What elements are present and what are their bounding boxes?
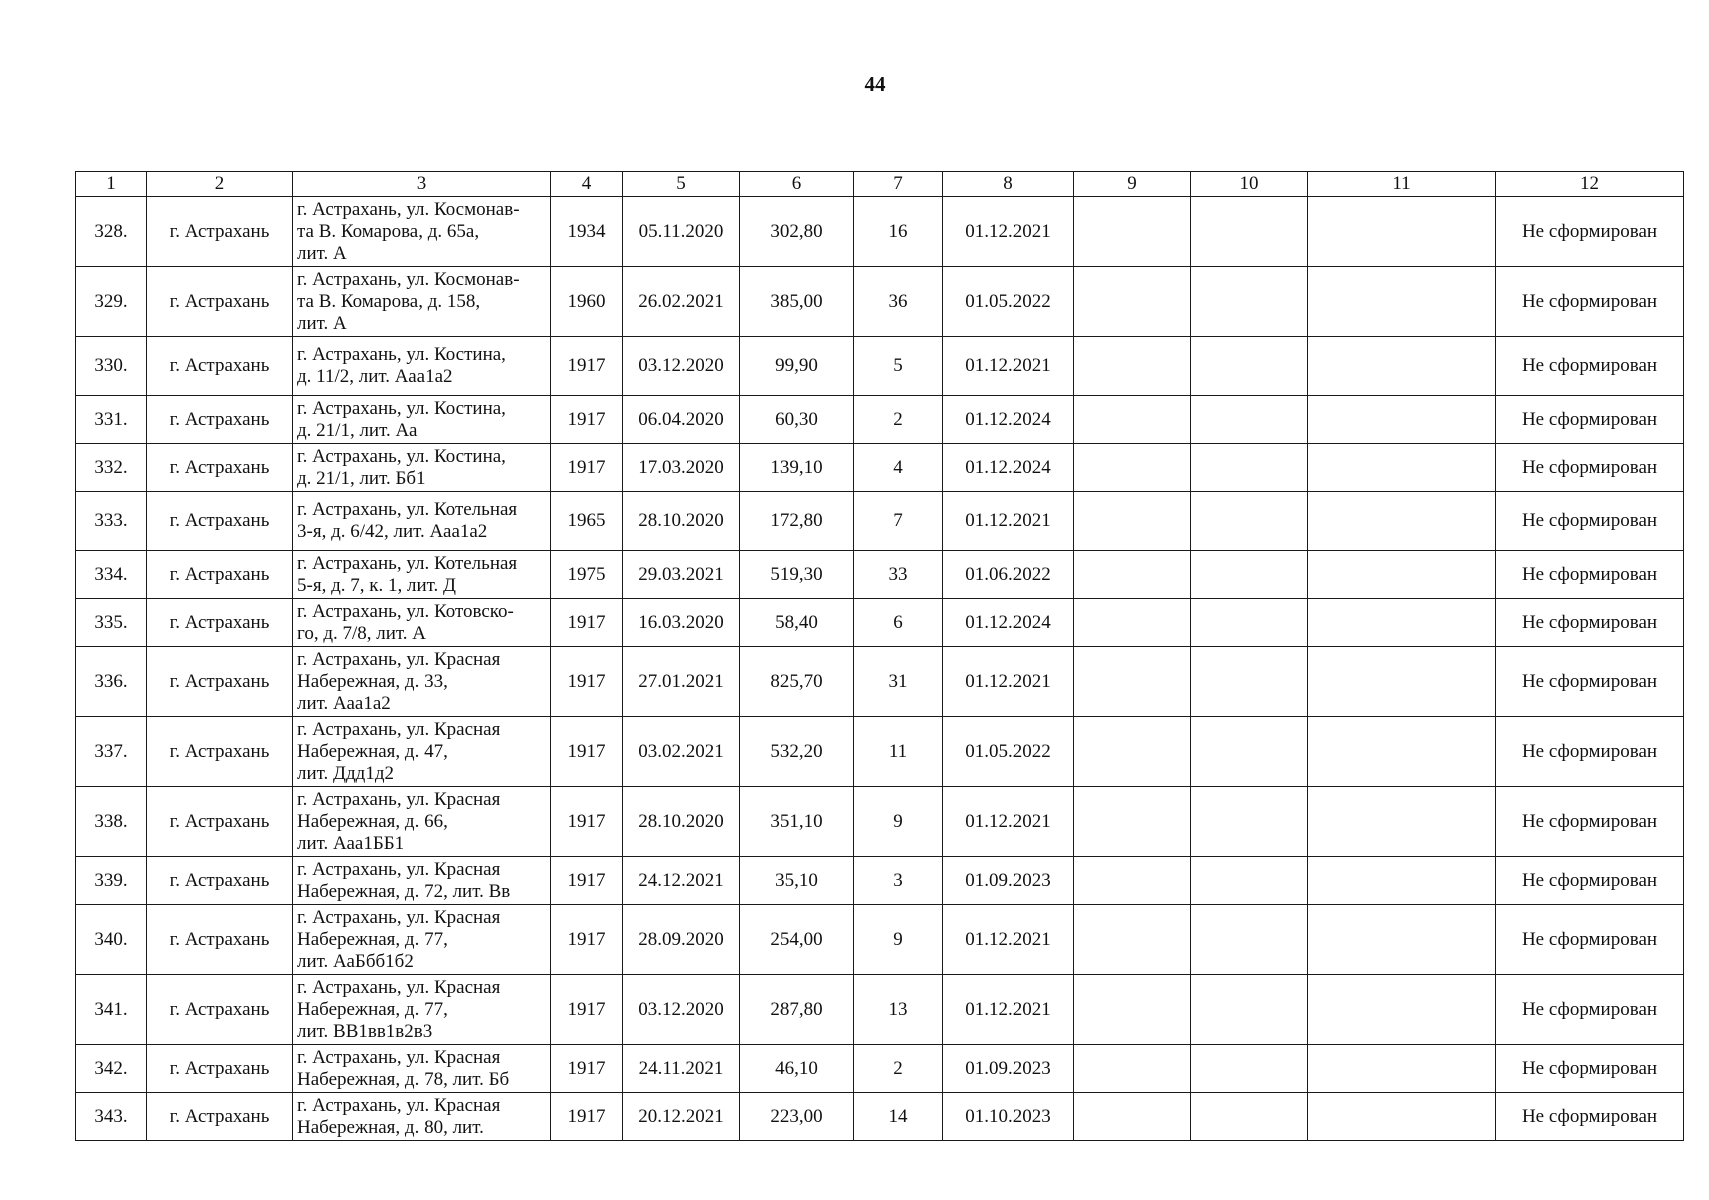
row-col-10 bbox=[1191, 444, 1308, 492]
row-date: 20.12.2021 bbox=[623, 1093, 740, 1141]
row-city: г. Астрахань bbox=[147, 599, 293, 647]
column-header-4: 4 bbox=[551, 172, 623, 197]
row-count: 6 bbox=[854, 599, 943, 647]
row-number: 343. bbox=[76, 1093, 147, 1141]
row-date: 27.01.2021 bbox=[623, 647, 740, 717]
row-col-10 bbox=[1191, 787, 1308, 857]
column-header-2: 2 bbox=[147, 172, 293, 197]
row-city: г. Астрахань bbox=[147, 717, 293, 787]
address-line: Набережная, д. 78, лит. Бб bbox=[297, 1068, 510, 1090]
row-col-9 bbox=[1074, 857, 1191, 905]
housing-table bbox=[75, 171, 1684, 1141]
address-line: 3-я, д. 6/42, лит. Ааа1а2 bbox=[297, 521, 488, 542]
row-area: 35,10 bbox=[740, 857, 854, 905]
row-year: 1917 bbox=[551, 975, 623, 1045]
row-col-9 bbox=[1074, 396, 1191, 444]
row-city: г. Астрахань bbox=[147, 337, 293, 396]
address-line: лит. ВВ1вв1в2в3 bbox=[297, 1020, 433, 1042]
table-row bbox=[76, 267, 1684, 337]
row-col-9 bbox=[1074, 551, 1191, 599]
table-row bbox=[76, 396, 1684, 444]
header-row bbox=[76, 172, 1684, 197]
row-col-11 bbox=[1308, 787, 1496, 857]
row-col-9 bbox=[1074, 787, 1191, 857]
row-status: Не сформирован bbox=[1496, 975, 1684, 1045]
row-col-10 bbox=[1191, 857, 1308, 905]
row-city: г. Астрахань bbox=[147, 197, 293, 267]
row-date: 24.12.2021 bbox=[623, 857, 740, 905]
table-row bbox=[76, 1045, 1684, 1093]
row-area: 172,80 bbox=[740, 492, 854, 551]
row-number: 333. bbox=[76, 492, 147, 551]
row-count: 4 bbox=[854, 444, 943, 492]
row-col-9 bbox=[1074, 1093, 1191, 1141]
column-header-12: 12 bbox=[1496, 172, 1684, 197]
row-col-9 bbox=[1074, 599, 1191, 647]
row-status: Не сформирован bbox=[1496, 396, 1684, 444]
table-row bbox=[76, 492, 1684, 551]
row-col-10 bbox=[1191, 197, 1308, 267]
row-deadline: 01.12.2024 bbox=[943, 599, 1074, 647]
row-col-10 bbox=[1191, 905, 1308, 975]
address-line: Набережная, д. 80, лит. bbox=[297, 1116, 484, 1138]
row-status: Не сформирован bbox=[1496, 717, 1684, 787]
row-address bbox=[293, 647, 551, 717]
column-header-9: 9 bbox=[1074, 172, 1191, 197]
row-year: 1917 bbox=[551, 337, 623, 396]
row-year: 1917 bbox=[551, 717, 623, 787]
address-line: Набережная, д. 47, bbox=[297, 740, 448, 762]
row-col-9 bbox=[1074, 975, 1191, 1045]
row-status: Не сформирован bbox=[1496, 787, 1684, 857]
row-city: г. Астрахань bbox=[147, 1093, 293, 1141]
address-line: лит. А bbox=[297, 312, 347, 334]
row-col-10 bbox=[1191, 337, 1308, 396]
row-address bbox=[293, 975, 551, 1045]
row-count: 2 bbox=[854, 1045, 943, 1093]
address-line: Набережная, д. 77, bbox=[297, 998, 448, 1020]
row-count: 14 bbox=[854, 1093, 943, 1141]
row-col-9 bbox=[1074, 647, 1191, 717]
row-city: г. Астрахань bbox=[147, 396, 293, 444]
row-year: 1917 bbox=[551, 787, 623, 857]
row-year: 1975 bbox=[551, 551, 623, 599]
row-col-11 bbox=[1308, 857, 1496, 905]
row-city: г. Астрахань bbox=[147, 857, 293, 905]
table-row bbox=[76, 444, 1684, 492]
row-col-9 bbox=[1074, 492, 1191, 551]
row-count: 31 bbox=[854, 647, 943, 717]
address-line: лит. Ддд1д2 bbox=[297, 762, 394, 784]
table-body bbox=[76, 197, 1684, 1141]
row-number: 336. bbox=[76, 647, 147, 717]
row-number: 328. bbox=[76, 197, 147, 267]
row-address bbox=[293, 857, 551, 905]
row-count: 11 bbox=[854, 717, 943, 787]
row-col-10 bbox=[1191, 717, 1308, 787]
address-line: г. Астрахань, ул. Костина, bbox=[297, 344, 506, 365]
row-status: Не сформирован bbox=[1496, 337, 1684, 396]
row-area: 254,00 bbox=[740, 905, 854, 975]
row-col-11 bbox=[1308, 647, 1496, 717]
row-count: 7 bbox=[854, 492, 943, 551]
row-col-9 bbox=[1074, 197, 1191, 267]
table-row bbox=[76, 647, 1684, 717]
table-row bbox=[76, 1093, 1684, 1141]
row-deadline: 01.12.2021 bbox=[943, 197, 1074, 267]
column-header-11: 11 bbox=[1308, 172, 1496, 197]
row-year: 1917 bbox=[551, 905, 623, 975]
row-col-11 bbox=[1308, 1045, 1496, 1093]
address-line: лит. АаБбб1б2 bbox=[297, 950, 414, 972]
row-number: 334. bbox=[76, 551, 147, 599]
row-status: Не сформирован bbox=[1496, 599, 1684, 647]
row-col-11 bbox=[1308, 975, 1496, 1045]
row-year: 1917 bbox=[551, 857, 623, 905]
row-col-9 bbox=[1074, 267, 1191, 337]
row-area: 385,00 bbox=[740, 267, 854, 337]
row-date: 29.03.2021 bbox=[623, 551, 740, 599]
row-date: 05.11.2020 bbox=[623, 197, 740, 267]
row-year: 1917 bbox=[551, 647, 623, 717]
row-deadline: 01.05.2022 bbox=[943, 717, 1074, 787]
row-col-9 bbox=[1074, 905, 1191, 975]
row-address bbox=[293, 267, 551, 337]
page-number: 44 bbox=[864, 72, 886, 96]
row-count: 36 bbox=[854, 267, 943, 337]
address-line: г. Астрахань, ул. Котовско- bbox=[297, 600, 514, 622]
row-number: 332. bbox=[76, 444, 147, 492]
row-col-11 bbox=[1308, 337, 1496, 396]
row-address bbox=[293, 444, 551, 492]
address-line: лит. Ааа1а2 bbox=[297, 692, 391, 714]
address-line: д. 21/1, лит. Бб1 bbox=[297, 467, 426, 489]
row-col-11 bbox=[1308, 599, 1496, 647]
row-col-9 bbox=[1074, 444, 1191, 492]
row-area: 532,20 bbox=[740, 717, 854, 787]
row-address bbox=[293, 599, 551, 647]
row-area: 351,10 bbox=[740, 787, 854, 857]
address-line: г. Астрахань, ул. Красная bbox=[297, 976, 501, 998]
row-area: 46,10 bbox=[740, 1045, 854, 1093]
address-line: та В. Комарова, д. 65а, bbox=[297, 220, 480, 242]
row-area: 99,90 bbox=[740, 337, 854, 396]
address-line: лит. А bbox=[297, 242, 347, 264]
row-deadline: 01.12.2024 bbox=[943, 396, 1074, 444]
row-number: 330. bbox=[76, 337, 147, 396]
row-status: Не сформирован bbox=[1496, 647, 1684, 717]
row-area: 825,70 bbox=[740, 647, 854, 717]
row-count: 16 bbox=[854, 197, 943, 267]
row-address bbox=[293, 197, 551, 267]
row-deadline: 01.05.2022 bbox=[943, 267, 1074, 337]
row-status: Не сформирован bbox=[1496, 267, 1684, 337]
row-col-9 bbox=[1074, 717, 1191, 787]
row-date: 17.03.2020 bbox=[623, 444, 740, 492]
row-status: Не сформирован bbox=[1496, 551, 1684, 599]
address-line: го, д. 7/8, лит. А bbox=[297, 622, 427, 644]
row-col-10 bbox=[1191, 1093, 1308, 1141]
address-line: лит. Ааа1ББ1 bbox=[297, 832, 405, 854]
row-col-11 bbox=[1308, 717, 1496, 787]
address-line: г. Астрахань, ул. Красная bbox=[297, 1046, 501, 1068]
row-city: г. Астрахань bbox=[147, 267, 293, 337]
row-number: 331. bbox=[76, 396, 147, 444]
address-line: Набережная, д. 66, bbox=[297, 810, 448, 832]
row-number: 341. bbox=[76, 975, 147, 1045]
address-line: 5-я, д. 7, к. 1, лит. Д bbox=[297, 574, 456, 596]
row-city: г. Астрахань bbox=[147, 1045, 293, 1093]
table-row bbox=[76, 197, 1684, 267]
row-date: 16.03.2020 bbox=[623, 599, 740, 647]
row-year: 1965 bbox=[551, 492, 623, 551]
table-row bbox=[76, 551, 1684, 599]
row-deadline: 01.12.2024 bbox=[943, 444, 1074, 492]
row-status: Не сформирован bbox=[1496, 1045, 1684, 1093]
row-col-11 bbox=[1308, 1093, 1496, 1141]
row-col-11 bbox=[1308, 197, 1496, 267]
address-line: д. 21/1, лит. Аа bbox=[297, 419, 418, 441]
table-row bbox=[76, 975, 1684, 1045]
address-line: г. Астрахань, ул. Красная bbox=[297, 648, 501, 670]
row-deadline: 01.12.2021 bbox=[943, 337, 1074, 396]
row-col-10 bbox=[1191, 1045, 1308, 1093]
row-col-11 bbox=[1308, 905, 1496, 975]
column-header-8: 8 bbox=[943, 172, 1074, 197]
row-col-11 bbox=[1308, 396, 1496, 444]
row-number: 339. bbox=[76, 857, 147, 905]
row-address bbox=[293, 717, 551, 787]
address-line: г. Астрахань, ул. Костина, bbox=[297, 445, 506, 467]
table-row bbox=[76, 787, 1684, 857]
row-year: 1917 bbox=[551, 396, 623, 444]
table-row bbox=[76, 857, 1684, 905]
row-col-10 bbox=[1191, 647, 1308, 717]
row-count: 9 bbox=[854, 787, 943, 857]
row-city: г. Астрахань bbox=[147, 905, 293, 975]
row-deadline: 01.12.2021 bbox=[943, 647, 1074, 717]
column-header-7: 7 bbox=[854, 172, 943, 197]
table-row bbox=[76, 599, 1684, 647]
row-date: 03.12.2020 bbox=[623, 337, 740, 396]
row-status: Не сформирован bbox=[1496, 444, 1684, 492]
row-status: Не сформирован bbox=[1496, 857, 1684, 905]
row-deadline: 01.06.2022 bbox=[943, 551, 1074, 599]
row-date: 28.09.2020 bbox=[623, 905, 740, 975]
address-line: Набережная, д. 72, лит. Вв bbox=[297, 880, 511, 902]
address-line: г. Астрахань, ул. Красная bbox=[297, 906, 501, 928]
table-row bbox=[76, 905, 1684, 975]
row-status: Не сформирован bbox=[1496, 197, 1684, 267]
address-line: д. 11/2, лит. Ааа1а2 bbox=[297, 366, 453, 387]
row-col-11 bbox=[1308, 267, 1496, 337]
row-number: 342. bbox=[76, 1045, 147, 1093]
row-col-11 bbox=[1308, 492, 1496, 551]
column-header-3: 3 bbox=[293, 172, 551, 197]
row-col-11 bbox=[1308, 551, 1496, 599]
column-header-5: 5 bbox=[623, 172, 740, 197]
address-line: Набережная, д. 33, bbox=[297, 670, 448, 692]
row-date: 06.04.2020 bbox=[623, 396, 740, 444]
row-count: 13 bbox=[854, 975, 943, 1045]
row-col-9 bbox=[1074, 337, 1191, 396]
row-city: г. Астрахань bbox=[147, 551, 293, 599]
row-year: 1917 bbox=[551, 444, 623, 492]
column-header-10: 10 bbox=[1191, 172, 1308, 197]
row-area: 139,10 bbox=[740, 444, 854, 492]
row-deadline: 01.12.2021 bbox=[943, 492, 1074, 551]
row-deadline: 01.09.2023 bbox=[943, 857, 1074, 905]
row-city: г. Астрахань bbox=[147, 492, 293, 551]
row-status: Не сформирован bbox=[1496, 905, 1684, 975]
row-address bbox=[293, 551, 551, 599]
column-header-6: 6 bbox=[740, 172, 854, 197]
row-col-10 bbox=[1191, 551, 1308, 599]
row-col-10 bbox=[1191, 492, 1308, 551]
row-address bbox=[293, 337, 551, 396]
row-area: 287,80 bbox=[740, 975, 854, 1045]
row-date: 28.10.2020 bbox=[623, 787, 740, 857]
row-col-10 bbox=[1191, 396, 1308, 444]
row-year: 1917 bbox=[551, 1045, 623, 1093]
row-year: 1917 bbox=[551, 599, 623, 647]
row-city: г. Астрахань bbox=[147, 975, 293, 1045]
row-date: 03.02.2021 bbox=[623, 717, 740, 787]
row-deadline: 01.10.2023 bbox=[943, 1093, 1074, 1141]
row-area: 223,00 bbox=[740, 1093, 854, 1141]
row-count: 3 bbox=[854, 857, 943, 905]
row-address bbox=[293, 905, 551, 975]
row-count: 33 bbox=[854, 551, 943, 599]
address-line: г. Астрахань, ул. Котельная bbox=[297, 499, 518, 520]
address-line: та В. Комарова, д. 158, bbox=[297, 290, 481, 312]
address-line: г. Астрахань, ул. Космонав- bbox=[297, 198, 520, 220]
table-header bbox=[76, 172, 1684, 197]
row-count: 9 bbox=[854, 905, 943, 975]
row-city: г. Астрахань bbox=[147, 444, 293, 492]
address-line: г. Астрахань, ул. Котельная bbox=[297, 552, 518, 574]
row-date: 03.12.2020 bbox=[623, 975, 740, 1045]
row-area: 302,80 bbox=[740, 197, 854, 267]
row-area: 60,30 bbox=[740, 396, 854, 444]
row-status: Не сформирован bbox=[1496, 1093, 1684, 1141]
row-count: 2 bbox=[854, 396, 943, 444]
row-deadline: 01.12.2021 bbox=[943, 787, 1074, 857]
address-line: г. Астрахань, ул. Красная bbox=[297, 718, 501, 740]
row-number: 338. bbox=[76, 787, 147, 857]
row-date: 26.02.2021 bbox=[623, 267, 740, 337]
row-deadline: 01.12.2021 bbox=[943, 905, 1074, 975]
row-city: г. Астрахань bbox=[147, 787, 293, 857]
row-deadline: 01.12.2021 bbox=[943, 975, 1074, 1045]
row-col-10 bbox=[1191, 267, 1308, 337]
row-col-10 bbox=[1191, 975, 1308, 1045]
address-line: г. Астрахань, ул. Красная bbox=[297, 1094, 501, 1116]
row-area: 58,40 bbox=[740, 599, 854, 647]
row-address bbox=[293, 1093, 551, 1141]
row-date: 24.11.2021 bbox=[623, 1045, 740, 1093]
row-number: 337. bbox=[76, 717, 147, 787]
row-area: 519,30 bbox=[740, 551, 854, 599]
table-row bbox=[76, 337, 1684, 396]
row-col-10 bbox=[1191, 599, 1308, 647]
row-address bbox=[293, 1045, 551, 1093]
row-number: 335. bbox=[76, 599, 147, 647]
row-address bbox=[293, 492, 551, 551]
address-line: г. Астрахань, ул. Красная bbox=[297, 788, 501, 810]
row-date: 28.10.2020 bbox=[623, 492, 740, 551]
row-city: г. Астрахань bbox=[147, 647, 293, 717]
row-year: 1934 bbox=[551, 197, 623, 267]
row-number: 340. bbox=[76, 905, 147, 975]
row-year: 1960 bbox=[551, 267, 623, 337]
row-number: 329. bbox=[76, 267, 147, 337]
address-line: Набережная, д. 77, bbox=[297, 928, 448, 950]
address-line: г. Астрахань, ул. Костина, bbox=[297, 397, 506, 419]
row-deadline: 01.09.2023 bbox=[943, 1045, 1074, 1093]
row-year: 1917 bbox=[551, 1093, 623, 1141]
row-count: 5 bbox=[854, 337, 943, 396]
row-address bbox=[293, 787, 551, 857]
row-col-11 bbox=[1308, 444, 1496, 492]
row-status: Не сформирован bbox=[1496, 492, 1684, 551]
row-address bbox=[293, 396, 551, 444]
address-line: г. Астрахань, ул. Красная bbox=[297, 858, 501, 880]
address-line: г. Астрахань, ул. Космонав- bbox=[297, 268, 520, 290]
column-header-1: 1 bbox=[76, 172, 147, 197]
row-col-9 bbox=[1074, 1045, 1191, 1093]
table-row bbox=[76, 717, 1684, 787]
